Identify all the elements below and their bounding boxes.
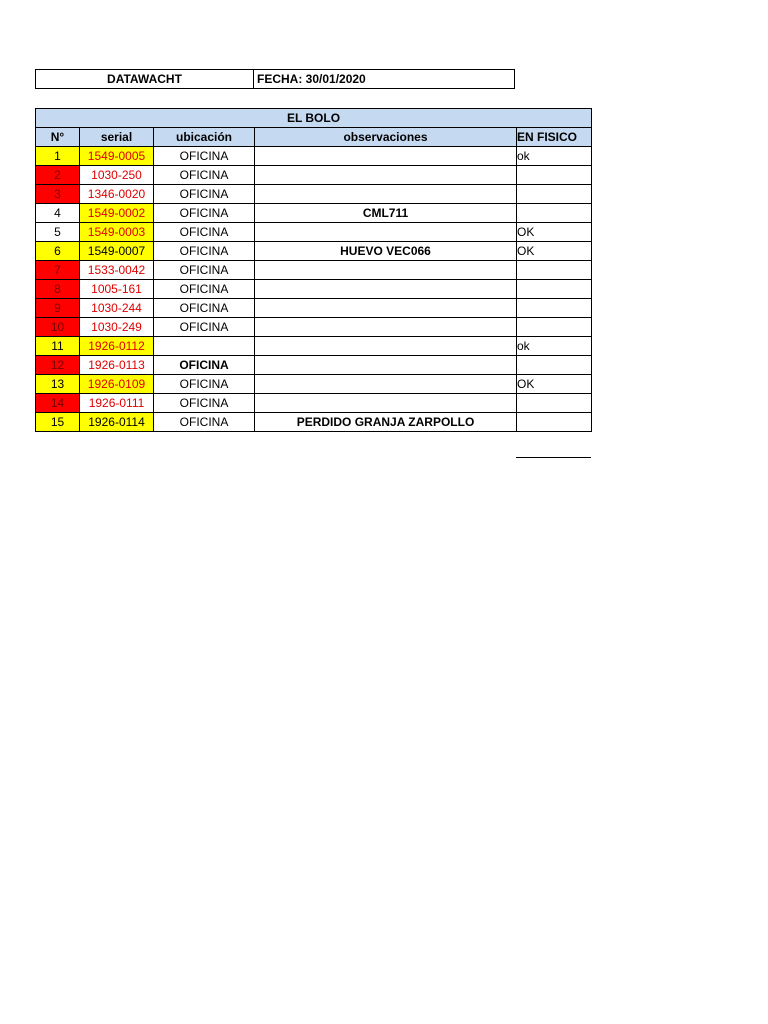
row-serial: 1030-249 xyxy=(80,318,154,337)
row-en-fisico: ok xyxy=(517,337,592,356)
row-ubicacion: OFICINA xyxy=(154,394,255,413)
row-number: 2 xyxy=(36,166,80,185)
table-row xyxy=(36,223,592,242)
row-number: 8 xyxy=(36,280,80,299)
row-en-fisico xyxy=(517,280,592,299)
table-row xyxy=(36,185,592,204)
row-ubicacion: OFICINA xyxy=(154,356,255,375)
row-ubicacion: OFICINA xyxy=(154,185,255,204)
row-ubicacion: OFICINA xyxy=(154,242,255,261)
row-number: 6 xyxy=(36,242,80,261)
row-en-fisico xyxy=(517,299,592,318)
row-serial: 1005-161 xyxy=(80,280,154,299)
table-row xyxy=(36,375,592,394)
row-observaciones: HUEVO VEC066 xyxy=(255,242,517,261)
table-row xyxy=(36,356,592,375)
column-header-ubicacion: ubicación xyxy=(154,128,255,147)
row-number: 13 xyxy=(36,375,80,394)
row-observaciones: PERDIDO GRANJA ZARPOLLO xyxy=(255,413,517,432)
row-en-fisico xyxy=(517,204,592,223)
row-number: 10 xyxy=(36,318,80,337)
row-observaciones xyxy=(255,318,517,337)
row-observaciones xyxy=(255,337,517,356)
row-en-fisico xyxy=(517,185,592,204)
row-observaciones xyxy=(255,375,517,394)
row-en-fisico xyxy=(517,318,592,337)
inventory-table xyxy=(35,108,592,432)
row-number: 3 xyxy=(36,185,80,204)
table-row xyxy=(36,204,592,223)
header-company: DATAWACHT xyxy=(36,70,254,88)
row-serial: 1346-0020 xyxy=(80,185,154,204)
column-header-n: N° xyxy=(36,128,80,147)
column-header-en-fisico: EN FISICO xyxy=(517,128,592,147)
row-observaciones xyxy=(255,280,517,299)
row-observaciones xyxy=(255,223,517,242)
row-number: 7 xyxy=(36,261,80,280)
table-title: EL BOLO xyxy=(36,109,592,128)
table-row xyxy=(36,280,592,299)
column-header-serial: serial xyxy=(80,128,154,147)
row-en-fisico: OK xyxy=(517,242,592,261)
row-serial: 1926-0112 xyxy=(80,337,154,356)
row-serial: 1030-250 xyxy=(80,166,154,185)
row-observaciones xyxy=(255,147,517,166)
table-body xyxy=(36,147,592,432)
row-ubicacion: OFICINA xyxy=(154,375,255,394)
bottom-rule xyxy=(516,457,591,458)
table-row xyxy=(36,394,592,413)
table-row xyxy=(36,261,592,280)
row-ubicacion: OFICINA xyxy=(154,147,255,166)
row-number: 14 xyxy=(36,394,80,413)
header-date: FECHA: 30/01/2020 xyxy=(257,72,366,86)
row-serial: 1533-0042 xyxy=(80,261,154,280)
row-serial: 1030-244 xyxy=(80,299,154,318)
row-number: 12 xyxy=(36,356,80,375)
table-row xyxy=(36,299,592,318)
column-header-observaciones: observaciones xyxy=(255,128,517,147)
row-observaciones xyxy=(255,261,517,280)
row-ubicacion: OFICINA xyxy=(154,413,255,432)
row-number: 1 xyxy=(36,147,80,166)
table-row xyxy=(36,147,592,166)
row-ubicacion: OFICINA xyxy=(154,280,255,299)
row-ubicacion: OFICINA xyxy=(154,318,255,337)
row-en-fisico xyxy=(517,394,592,413)
row-number: 11 xyxy=(36,337,80,356)
row-number: 15 xyxy=(36,413,80,432)
row-serial: 1549-0002 xyxy=(80,204,154,223)
row-serial: 1549-0003 xyxy=(80,223,154,242)
row-en-fisico: ok xyxy=(517,147,592,166)
row-ubicacion: OFICINA xyxy=(154,166,255,185)
table-row xyxy=(36,337,592,356)
row-ubicacion xyxy=(154,337,255,356)
table-row xyxy=(36,166,592,185)
row-observaciones xyxy=(255,185,517,204)
row-ubicacion: OFICINA xyxy=(154,223,255,242)
header-box xyxy=(35,69,515,89)
row-en-fisico: OK xyxy=(517,223,592,242)
row-observaciones: CML711 xyxy=(255,204,517,223)
row-en-fisico xyxy=(517,413,592,432)
table-row xyxy=(36,413,592,432)
row-ubicacion: OFICINA xyxy=(154,299,255,318)
row-en-fisico xyxy=(517,356,592,375)
row-serial: 1549-0005 xyxy=(80,147,154,166)
table-row xyxy=(36,242,592,261)
table-row xyxy=(36,318,592,337)
row-serial: 1926-0109 xyxy=(80,375,154,394)
row-observaciones xyxy=(255,394,517,413)
row-serial: 1926-0113 xyxy=(80,356,154,375)
column-header-row xyxy=(36,128,592,147)
row-en-fisico: OK xyxy=(517,375,592,394)
row-en-fisico xyxy=(517,261,592,280)
row-observaciones xyxy=(255,166,517,185)
row-number: 5 xyxy=(36,223,80,242)
row-observaciones xyxy=(255,356,517,375)
row-serial: 1926-0114 xyxy=(80,413,154,432)
row-number: 9 xyxy=(36,299,80,318)
row-en-fisico xyxy=(517,166,592,185)
row-serial: 1926-0111 xyxy=(80,394,154,413)
row-ubicacion: OFICINA xyxy=(154,204,255,223)
row-number: 4 xyxy=(36,204,80,223)
row-ubicacion: OFICINA xyxy=(154,261,255,280)
row-observaciones xyxy=(255,299,517,318)
row-serial: 1549-0007 xyxy=(80,242,154,261)
